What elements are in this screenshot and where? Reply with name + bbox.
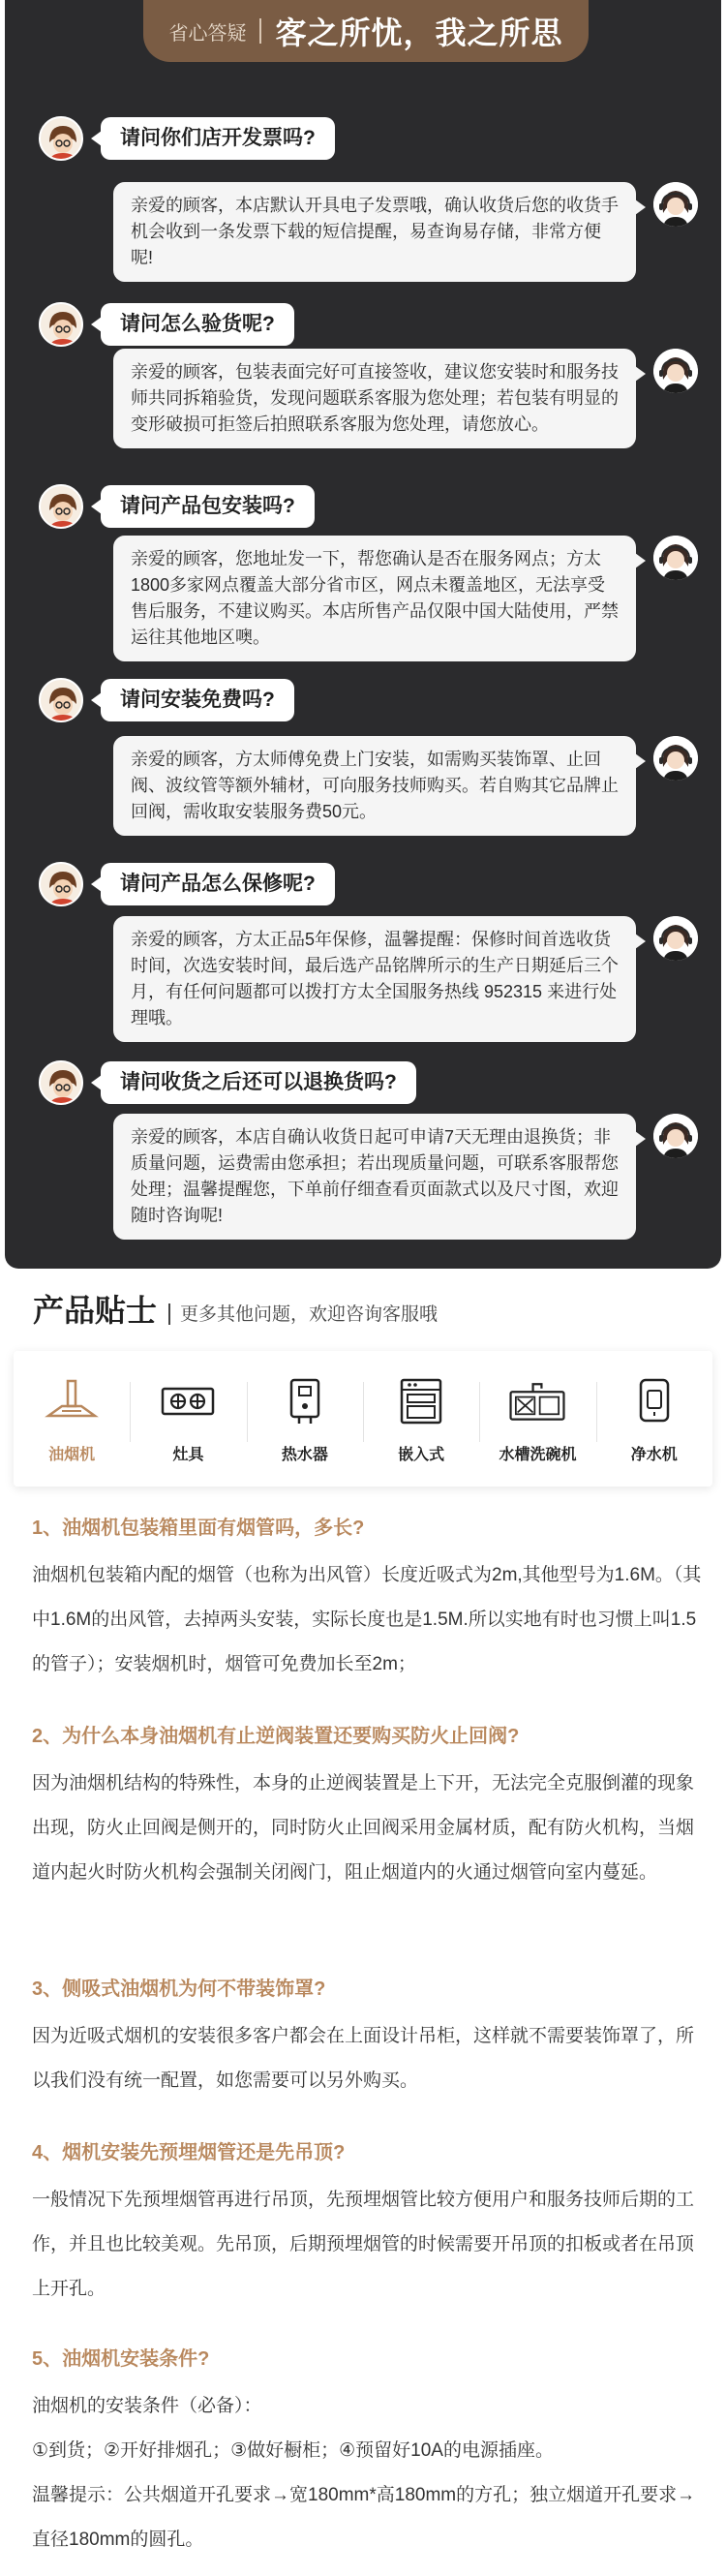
category-label: 热水器 [281, 1447, 328, 1463]
tips-title: 产品贴士 [33, 1293, 158, 1328]
question-row [39, 1060, 416, 1105]
customer-avatar-icon [39, 484, 83, 529]
category-tab[interactable] [479, 1351, 595, 1487]
water-purifier-icon [624, 1374, 684, 1428]
faq-answer: 一般情况下先预埋烟管再进行吊顶，先预埋烟管比较方便用户和服务技师后期的工作，并且也比较美观。先吊顶，后期预埋烟管的时候需要开吊顶的扣板或者在吊顶上开孔。 [32, 2190, 695, 2299]
faq-answer: 因为油烟机结构的特殊性，本身的止逆阀装置是上下开，无法完全克服倒灌的现象出现，防火止回阀是侧开的，同时防火止回阀采用金属材质，配有防火机构，当烟道内起火时防火机构会强制关闭阀门，阻止烟道内的火通过烟管向室内蔓延。 [32, 1773, 695, 1883]
customer-avatar-icon [39, 116, 83, 161]
answer-row [113, 1114, 694, 1240]
tips-divider [168, 1303, 170, 1325]
faq-item [32, 2135, 710, 2312]
built-in-oven-icon [391, 1374, 451, 1428]
faq-item [32, 1511, 710, 1687]
faq-chat-panel [5, 0, 721, 1269]
faq-answer-line: 温馨提示：公共烟道开孔要求→宽180mm*高180mm的方孔；独立烟道开孔要求→直径180mm的圆孔。 [32, 2485, 696, 2550]
faq-question: 1、油烟机包装箱里面有烟管吗，多长? [32, 1518, 365, 1539]
banner-small-text: 省心答疑 [168, 22, 247, 45]
question-bubble: 请问安装免费吗? [101, 679, 294, 721]
question-bubble: 请问怎么验货呢? [101, 303, 294, 346]
faq-answer: 油烟机包装箱内配的烟管（也称为出风管）长度近吸式为2m,其他型号为1.6M。（其中1.6M的出风管，去掉两头安装，实际长度也是1.5M.所以实地有时也习惯上叫1.5的管子）；安装烟机时，烟管可免费加长至2m； [32, 1565, 702, 1674]
agent-avatar-icon [653, 349, 698, 393]
answer-row [113, 916, 694, 1042]
answer-bubble: 亲爱的顾客，本店默认开具电子发票哦，确认收货后您的收货手机会收到一条发票下载的短信提醒，易查询易存储，非常方便呢! [113, 182, 636, 282]
question-bubble: 请问收货之后还可以退换货吗? [101, 1061, 416, 1104]
question-row [39, 484, 315, 529]
customer-avatar-icon [39, 302, 83, 347]
question-bubble: 请问产品包安装吗? [101, 485, 315, 528]
question-row [39, 116, 335, 161]
faq-question: 2、为什么本身油烟机有止逆阀装置还要购买防火止回阀? [32, 1726, 520, 1747]
category-label: 嵌入式 [398, 1447, 445, 1463]
customer-avatar-icon [39, 862, 83, 906]
question-row [39, 678, 294, 722]
faq-answer-line: ①到货；②开好排烟孔；③做好橱柜；④预留好10A的电源插座。 [32, 2440, 554, 2461]
faq-item [32, 1972, 710, 2103]
faq-question: 4、烟机安装先预埋烟管还是先吊顶? [32, 2142, 346, 2163]
faq-answer-line: 油烟机的安装条件（必备）： [32, 2396, 262, 2416]
faq-item [32, 2342, 710, 2562]
answer-bubble: 亲爱的顾客，本店自确认收货日起可申请7天无理由退换货；非质量问题，运费需由您承担；若出现质量问题，可联系客服帮您处理；温馨提醒您，下单前仔细查看页面款式以及尺寸图，欢迎随时咨询呢! [113, 1114, 636, 1240]
category-tab[interactable] [363, 1351, 479, 1487]
faq-question: 5、油烟机安装条件? [32, 2348, 210, 2370]
answer-row [113, 536, 694, 661]
water-heater-icon [275, 1374, 335, 1428]
sink-dishwasher-icon [507, 1374, 567, 1428]
faq-answer: 因为近吸式烟机的安装很多客户都会在上面设计吊柜，这样就不需要装饰罩了，所以我们没有统一配置，如您需要可以另外购买。 [32, 2026, 695, 2091]
category-tabs [14, 1351, 712, 1487]
agent-avatar-icon [653, 916, 698, 961]
category-tab[interactable] [596, 1351, 712, 1487]
question-row [39, 862, 335, 906]
faq-question: 3、侧吸式油烟机为何不带装饰罩? [32, 1978, 326, 2000]
answer-row [113, 182, 694, 282]
category-label: 油烟机 [48, 1447, 96, 1463]
answer-bubble: 亲爱的顾客，方太正品5年保修，温馨提醒：保修时间首选收货时间，次选安装时间，最后选产品铭牌所示的生产日期延后三个月，有任何问题都可以拨打方太全国服务热线 952315 来进行处理哦。 [113, 916, 636, 1042]
banner-divider [259, 18, 261, 44]
gas-stove-icon [158, 1374, 218, 1428]
question-bubble: 请问你们店开发票吗? [101, 117, 335, 160]
answer-bubble: 亲爱的顾客，包装表面完好可直接签收，建议您安装时和服务技师共同拆箱验货，发现问题联系客服为您处理；若包装有明显的变形破损可拒签后拍照联系客服为您处理，请您放心。 [113, 349, 636, 448]
answer-bubble: 亲爱的顾客，方太师傅免费上门安装，如需购买装饰罩、止回阀、波纹管等额外辅材，可向服务技师购买。若自购其它品牌止回阀，需收取安装服务费50元。 [113, 736, 636, 836]
faq-answer [32, 2384, 710, 2562]
header-banner [143, 0, 589, 62]
category-label: 灶具 [172, 1447, 204, 1463]
tips-subtitle: 更多其他问题，欢迎咨询客服哦 [180, 1304, 439, 1325]
agent-avatar-icon [653, 736, 698, 781]
category-tab[interactable] [130, 1351, 246, 1487]
answer-row [113, 736, 694, 836]
question-bubble: 请问产品怎么保修呢? [101, 863, 335, 905]
answer-row [113, 349, 694, 448]
customer-avatar-icon [39, 678, 83, 722]
tips-header [0, 1269, 726, 1336]
category-tab[interactable] [14, 1351, 130, 1487]
faq-item [32, 1719, 710, 1895]
answer-bubble: 亲爱的顾客，您地址发一下，帮您确认是否在服务网点；方太1800多家网点覆盖大部分省市区，网点未覆盖地区，无法享受售后服务，不建议购买。本店所售产品仅限中国大陆使用，严禁运往其他地区噢。 [113, 536, 636, 661]
agent-avatar-icon [653, 536, 698, 580]
agent-avatar-icon [653, 1114, 698, 1158]
question-row [39, 302, 294, 347]
category-label: 净水机 [630, 1447, 678, 1463]
range-hood-icon [42, 1374, 102, 1428]
banner-title: 客之所忧，我之所思 [275, 15, 563, 50]
customer-avatar-icon [39, 1060, 83, 1105]
agent-avatar-icon [653, 182, 698, 227]
category-label: 水槽洗碗机 [499, 1447, 577, 1463]
category-tab[interactable] [247, 1351, 363, 1487]
